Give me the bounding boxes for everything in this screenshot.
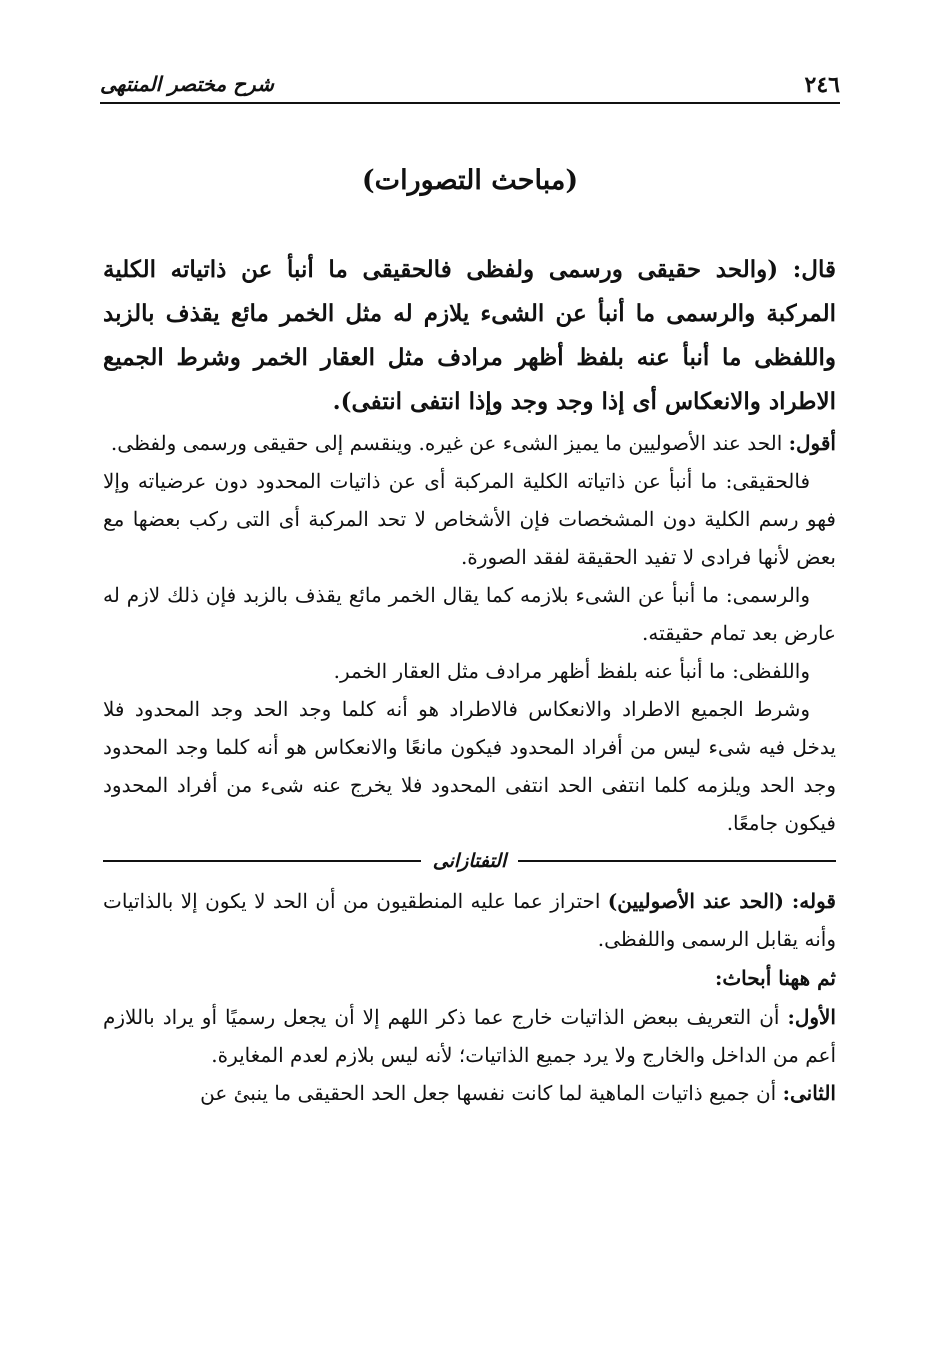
commentary-lead: الثانى: bbox=[782, 1081, 836, 1105]
matn-quote: قال: (والحد حقيقى ورسمى ولفظى فالحقيقى ما أنبأ عن ذاتياته الكلية المركبة والرسمى ما أنبأ عن الشىء يلازم له مثل الخمر مائع يقذف بالزبد واللفظى ما أنبأ عنه بلفظ أظهر مرادف مثل العقار الخمر وشرط الجميع الاطراد والانعكاس أى إذا وجد وجد وإذا انتفى انتفى). bbox=[103, 256, 836, 415]
page-body bbox=[103, 248, 836, 1112]
divider-line-left bbox=[103, 860, 421, 862]
divider-label: التفتازانى bbox=[432, 850, 507, 872]
commentary-text: أن التعريف ببعض الذاتيات خارج عما ذكر اللهم إلا أن يجعل رسميًا أو يراد باللازم أعم من الداخل والخارج ولا يرد جميع الذاتيات؛ لأنه ليس بلازم لعدم المغايرة. bbox=[103, 1005, 836, 1067]
section-title: (مباحث التصورات) bbox=[361, 165, 579, 196]
commentary-divider bbox=[103, 846, 836, 876]
header-rule bbox=[100, 102, 840, 104]
paragraph-rasmi: والرسمى: ما أنبأ عن الشىء بلازمه كما يقال الخمر مائع يقذف بالزبد فإن ذلك لازم له عارض بعد تمام حقيقته. bbox=[103, 583, 836, 645]
commentary-paragraph-1 bbox=[103, 882, 836, 958]
page-header bbox=[100, 66, 840, 104]
running-title: شرح مختصر المنتهى bbox=[100, 72, 274, 96]
paragraph-shart: وشرط الجميع الاطراد والانعكاس فالاطراد هو أنه كلما وجد الحد وجد المحدود فلا يدخل فيه شىء ليس من أفراد المحدود فيكون مانعًا والانعكاس هو أنه كلما وجد المحدود وجد الحد ويلزمه كلما انتفى الحد انتفى المحدود فلا يخرج عنه شىء من أفراد المحدود فيكون جامعًا. bbox=[103, 697, 836, 835]
commentary-lead: قوله: (الحد عند الأصوليين) bbox=[607, 889, 836, 913]
paragraph-lead: أقول: bbox=[788, 431, 836, 455]
commentary-lead: الأول: bbox=[787, 1005, 836, 1029]
paragraph-text: الحد عند الأصوليين ما يميز الشىء عن غيره. وينقسم إلى حقيقى ورسمى ولفظى. bbox=[110, 431, 789, 455]
commentary-paragraph-3 bbox=[103, 1074, 836, 1112]
paragraph-lafzi: واللفظى: ما أنبأ عنه بلفظ أظهر مرادف مثل العقار الخمر. bbox=[333, 659, 810, 683]
page-number: ٢٤٦ bbox=[804, 72, 840, 98]
commentary-heading: ثم ههنا أبحاث: bbox=[714, 966, 836, 990]
paragraph-haqiqi: فالحقيقى: ما أنبأ عن ذاتياته الكلية المركبة أى عن ذاتيات المحدود دون عرضياته وإلا فهو رسم الكلية دون المشخصات فإن الأشخاص لا تحد المركبة أى التى ركب بعضها مع بعض لأنها فرادى لا تفيد الحقيقة لفقد الصورة. bbox=[103, 469, 836, 569]
commentary-text: احتراز عما عليه المنطقيون من أن الحد لا يكون إلا بالذاتيات وأنه يقابل الرسمى واللفظى. bbox=[103, 889, 836, 951]
divider-line-right bbox=[518, 860, 836, 862]
commentary-text: أن جميع ذاتيات الماهية لما كانت نفسها جعل الحد الحقيقى ما ينبئ عن bbox=[200, 1081, 783, 1105]
paragraph-aqulu bbox=[103, 424, 836, 462]
commentary-paragraph-2 bbox=[103, 998, 836, 1074]
